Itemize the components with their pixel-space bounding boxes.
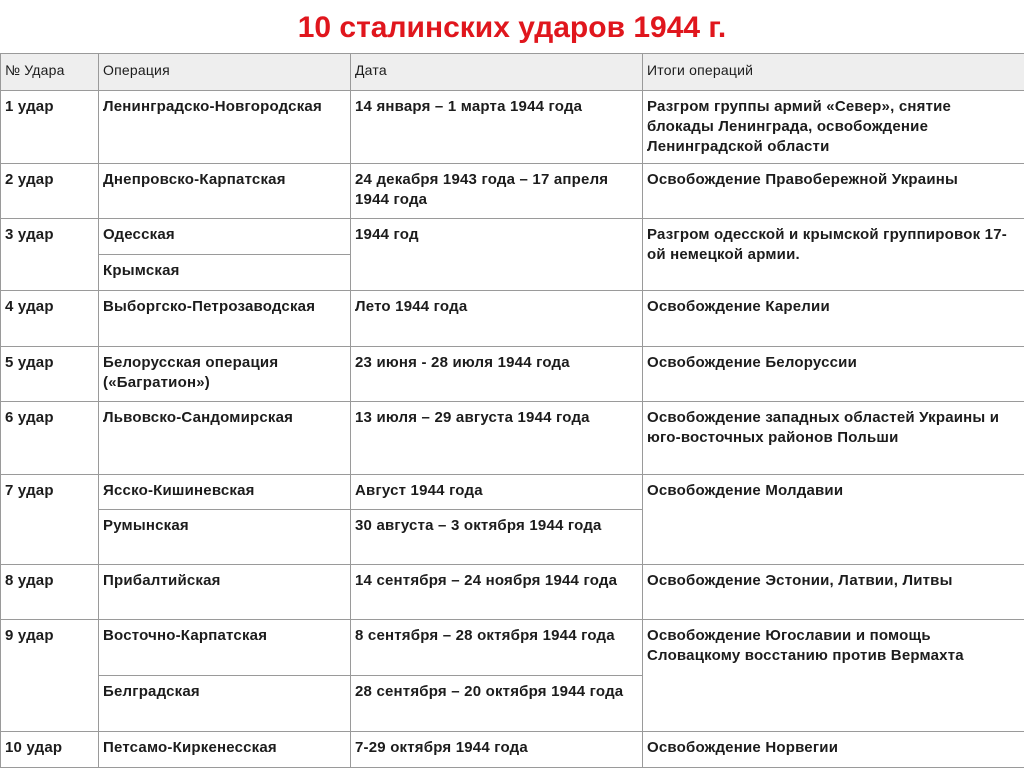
table-row — [1, 620, 1024, 676]
operation-name: Прибалтийская — [99, 565, 351, 620]
operation-date: 1944 год — [351, 219, 643, 291]
table-row — [1, 219, 1024, 255]
table-row — [1, 732, 1024, 768]
operation-date: 28 сентября – 20 октября 1944 года — [351, 676, 643, 732]
operation-name: Крымская — [99, 255, 351, 291]
operation-date: 24 декабря 1943 года – 17 апреля 1944 года — [351, 164, 643, 219]
header-results: Итоги операций — [643, 54, 1024, 91]
operation-name: Белградская — [99, 676, 351, 732]
operation-name: Петсамо-Киркенесская — [99, 732, 351, 768]
slide-title: 10 сталинских ударов 1944 г. — [0, 8, 1024, 48]
strike-number: 10 удар — [1, 732, 99, 768]
operation-date: 23 июня - 28 июля 1944 года — [351, 347, 643, 402]
operation-date: 30 августа – 3 октября 1944 года — [351, 510, 643, 565]
operation-date: 8 сентября – 28 октября 1944 года — [351, 620, 643, 676]
strike-number: 2 удар — [1, 164, 99, 219]
table-header-row — [1, 54, 1024, 91]
strike-number: 9 удар — [1, 620, 99, 732]
header-strike-number: № Удара — [1, 54, 99, 91]
operation-date: 14 января – 1 марта 1944 года — [351, 91, 643, 164]
operation-date: Лето 1944 года — [351, 291, 643, 347]
table-row — [1, 164, 1024, 219]
table-row — [1, 475, 1024, 510]
operation-result: Освобождение Карелии — [643, 291, 1024, 347]
strike-number: 7 удар — [1, 475, 99, 565]
strike-number: 5 удар — [1, 347, 99, 402]
operation-result: Разгром группы армий «Север», снятие блокады Ленинграда, освобождение Ленинградской области — [643, 91, 1024, 164]
operation-name: Ясско-Кишиневская — [99, 475, 351, 510]
operation-result: Освобождение Молдавии — [643, 475, 1024, 565]
operation-result: Освобождение Югославии и помощь Словацкому восстанию против Вермахта — [643, 620, 1024, 732]
operation-name: Львовско-Сандомирская — [99, 402, 351, 475]
table-row — [1, 565, 1024, 620]
operation-name: Восточно-Карпатская — [99, 620, 351, 676]
operation-result: Освобождение Правобережной Украины — [643, 164, 1024, 219]
strike-number: 1 удар — [1, 91, 99, 164]
table-row — [1, 91, 1024, 164]
strike-number: 3 удар — [1, 219, 99, 291]
operation-date: 13 июля – 29 августа 1944 года — [351, 402, 643, 475]
operation-name: Днепровско-Карпатская — [99, 164, 351, 219]
operation-name: Ленинградско-Новгородская — [99, 91, 351, 164]
table-row — [1, 347, 1024, 402]
operation-name: Румынская — [99, 510, 351, 565]
operation-result: Освобождение Белоруссии — [643, 347, 1024, 402]
operation-result: Освобождение Норвегии — [643, 732, 1024, 768]
operation-name: Выборгско-Петрозаводская — [99, 291, 351, 347]
header-operation: Операция — [99, 54, 351, 91]
header-date: Дата — [351, 54, 643, 91]
strikes-table — [0, 53, 1024, 768]
operation-date: 7-29 октября 1944 года — [351, 732, 643, 768]
operation-date: 14 сентября – 24 ноября 1944 года — [351, 565, 643, 620]
operation-name: Одесская — [99, 219, 351, 255]
operation-date: Август 1944 года — [351, 475, 643, 510]
operation-result: Освобождение западных областей Украины и юго-восточных районов Польши — [643, 402, 1024, 475]
operation-name: Белорусская операция («Багратион») — [99, 347, 351, 402]
strike-number: 6 удар — [1, 402, 99, 475]
table-row — [1, 291, 1024, 347]
operation-result: Освобождение Эстонии, Латвии, Литвы — [643, 565, 1024, 620]
strike-number: 8 удар — [1, 565, 99, 620]
table-row — [1, 402, 1024, 475]
operation-result: Разгром одесской и крымской группировок 17-ой немецкой армии. — [643, 219, 1024, 291]
strike-number: 4 удар — [1, 291, 99, 347]
